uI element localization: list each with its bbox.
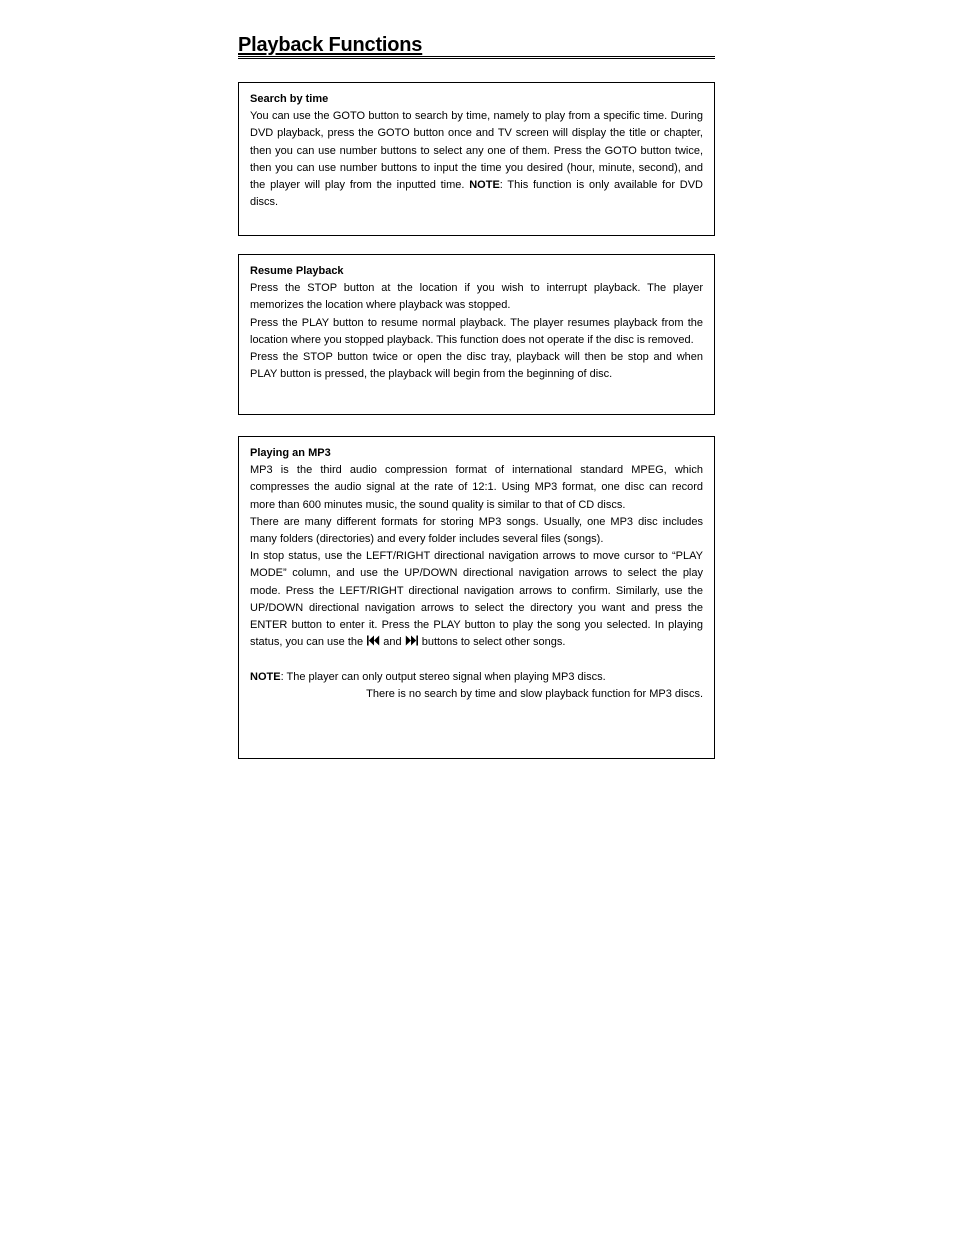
note-text: : This function is only available for DVD discs.: [250, 179, 703, 209]
section-paragraph: Press the PLAY button to resume normal playback. The player resumes playback from the location where you stopped playback. This function does not operate if the disc is removed.: [250, 316, 703, 346]
blank-line: [250, 651, 703, 668]
skip-next-icon: [405, 635, 419, 646]
section-paragraph: Press the STOP button at the location if you wish to interrupt playback. The player memorizes the location where playback was stopped.: [250, 282, 703, 312]
note-label: NOTE: [250, 670, 281, 683]
section-heading: Playing an MP3: [250, 447, 331, 459]
section-paragraph: There are many different formats for storing MP3 songs. Usually, one MP3 disc includes many folders (directories) and every folder includes several files (songs).: [250, 515, 703, 546]
section-heading: Resume Playback: [250, 265, 344, 277]
paragraph-text: and: [380, 636, 405, 649]
section-paragraph: [250, 548, 703, 651]
note-paragraph: [250, 669, 703, 686]
section-playing-mp3: [238, 436, 715, 759]
note-continuation: There is no search by time and slow playback function for MP3 discs.: [366, 687, 703, 700]
note-label: NOTE: [469, 179, 500, 192]
paragraph-text: You can use the GOTO button to search by time, namely to play from a specific time. During DVD playback, press the GOTO button once and TV screen will display the title or chapter, then you can use number buttons to select any one of them. Press the GOTO button twice, then you can use number buttons to input the time you desired (hour, minute, second), and the player will play from the inputted time.: [250, 110, 703, 192]
skip-previous-icon: [366, 635, 380, 646]
section-search-by-time: [238, 82, 715, 236]
section-resume-playback: [238, 254, 715, 415]
section-paragraph: MP3 is the third audio compression format of international standard MPEG, which compresses the audio signal at the rate of 12:1. Using MP3 format, one disc can record more than 600 minutes music, the sound quality is similar to that of CD discs.: [250, 464, 703, 511]
paragraph-text: buttons to select other songs.: [418, 636, 566, 649]
paragraph-text: In stop status, use the LEFT/RIGHT directional navigation arrows to move cursor to “PLAY MODE” column, and use the UP/DOWN directional navigation arrows to select the play mode. Press the LEFT/RIGHT directional navigation arrows to confirm. Similarly, use the UP/DOWN directional navigation arrows to select the directory you want and press the ENTER button to enter it. Press the PLAY button to play the song you selected. In playing status, you can use the: [250, 550, 703, 649]
title-underline-rule-secondary: [238, 58, 715, 59]
section-paragraph: [250, 108, 703, 211]
section-paragraph: Press the STOP button twice or open the disc tray, playback will then be stop and when PLAY button is pressed, the playback will begin from the beginning of disc.: [250, 351, 703, 381]
title-underline-rule: [238, 56, 715, 57]
section-heading: Search by time: [250, 93, 329, 105]
note-text: : The player can only output stereo signal when playing MP3 discs.: [280, 670, 606, 683]
page-title: Playback Functions: [238, 34, 423, 56]
